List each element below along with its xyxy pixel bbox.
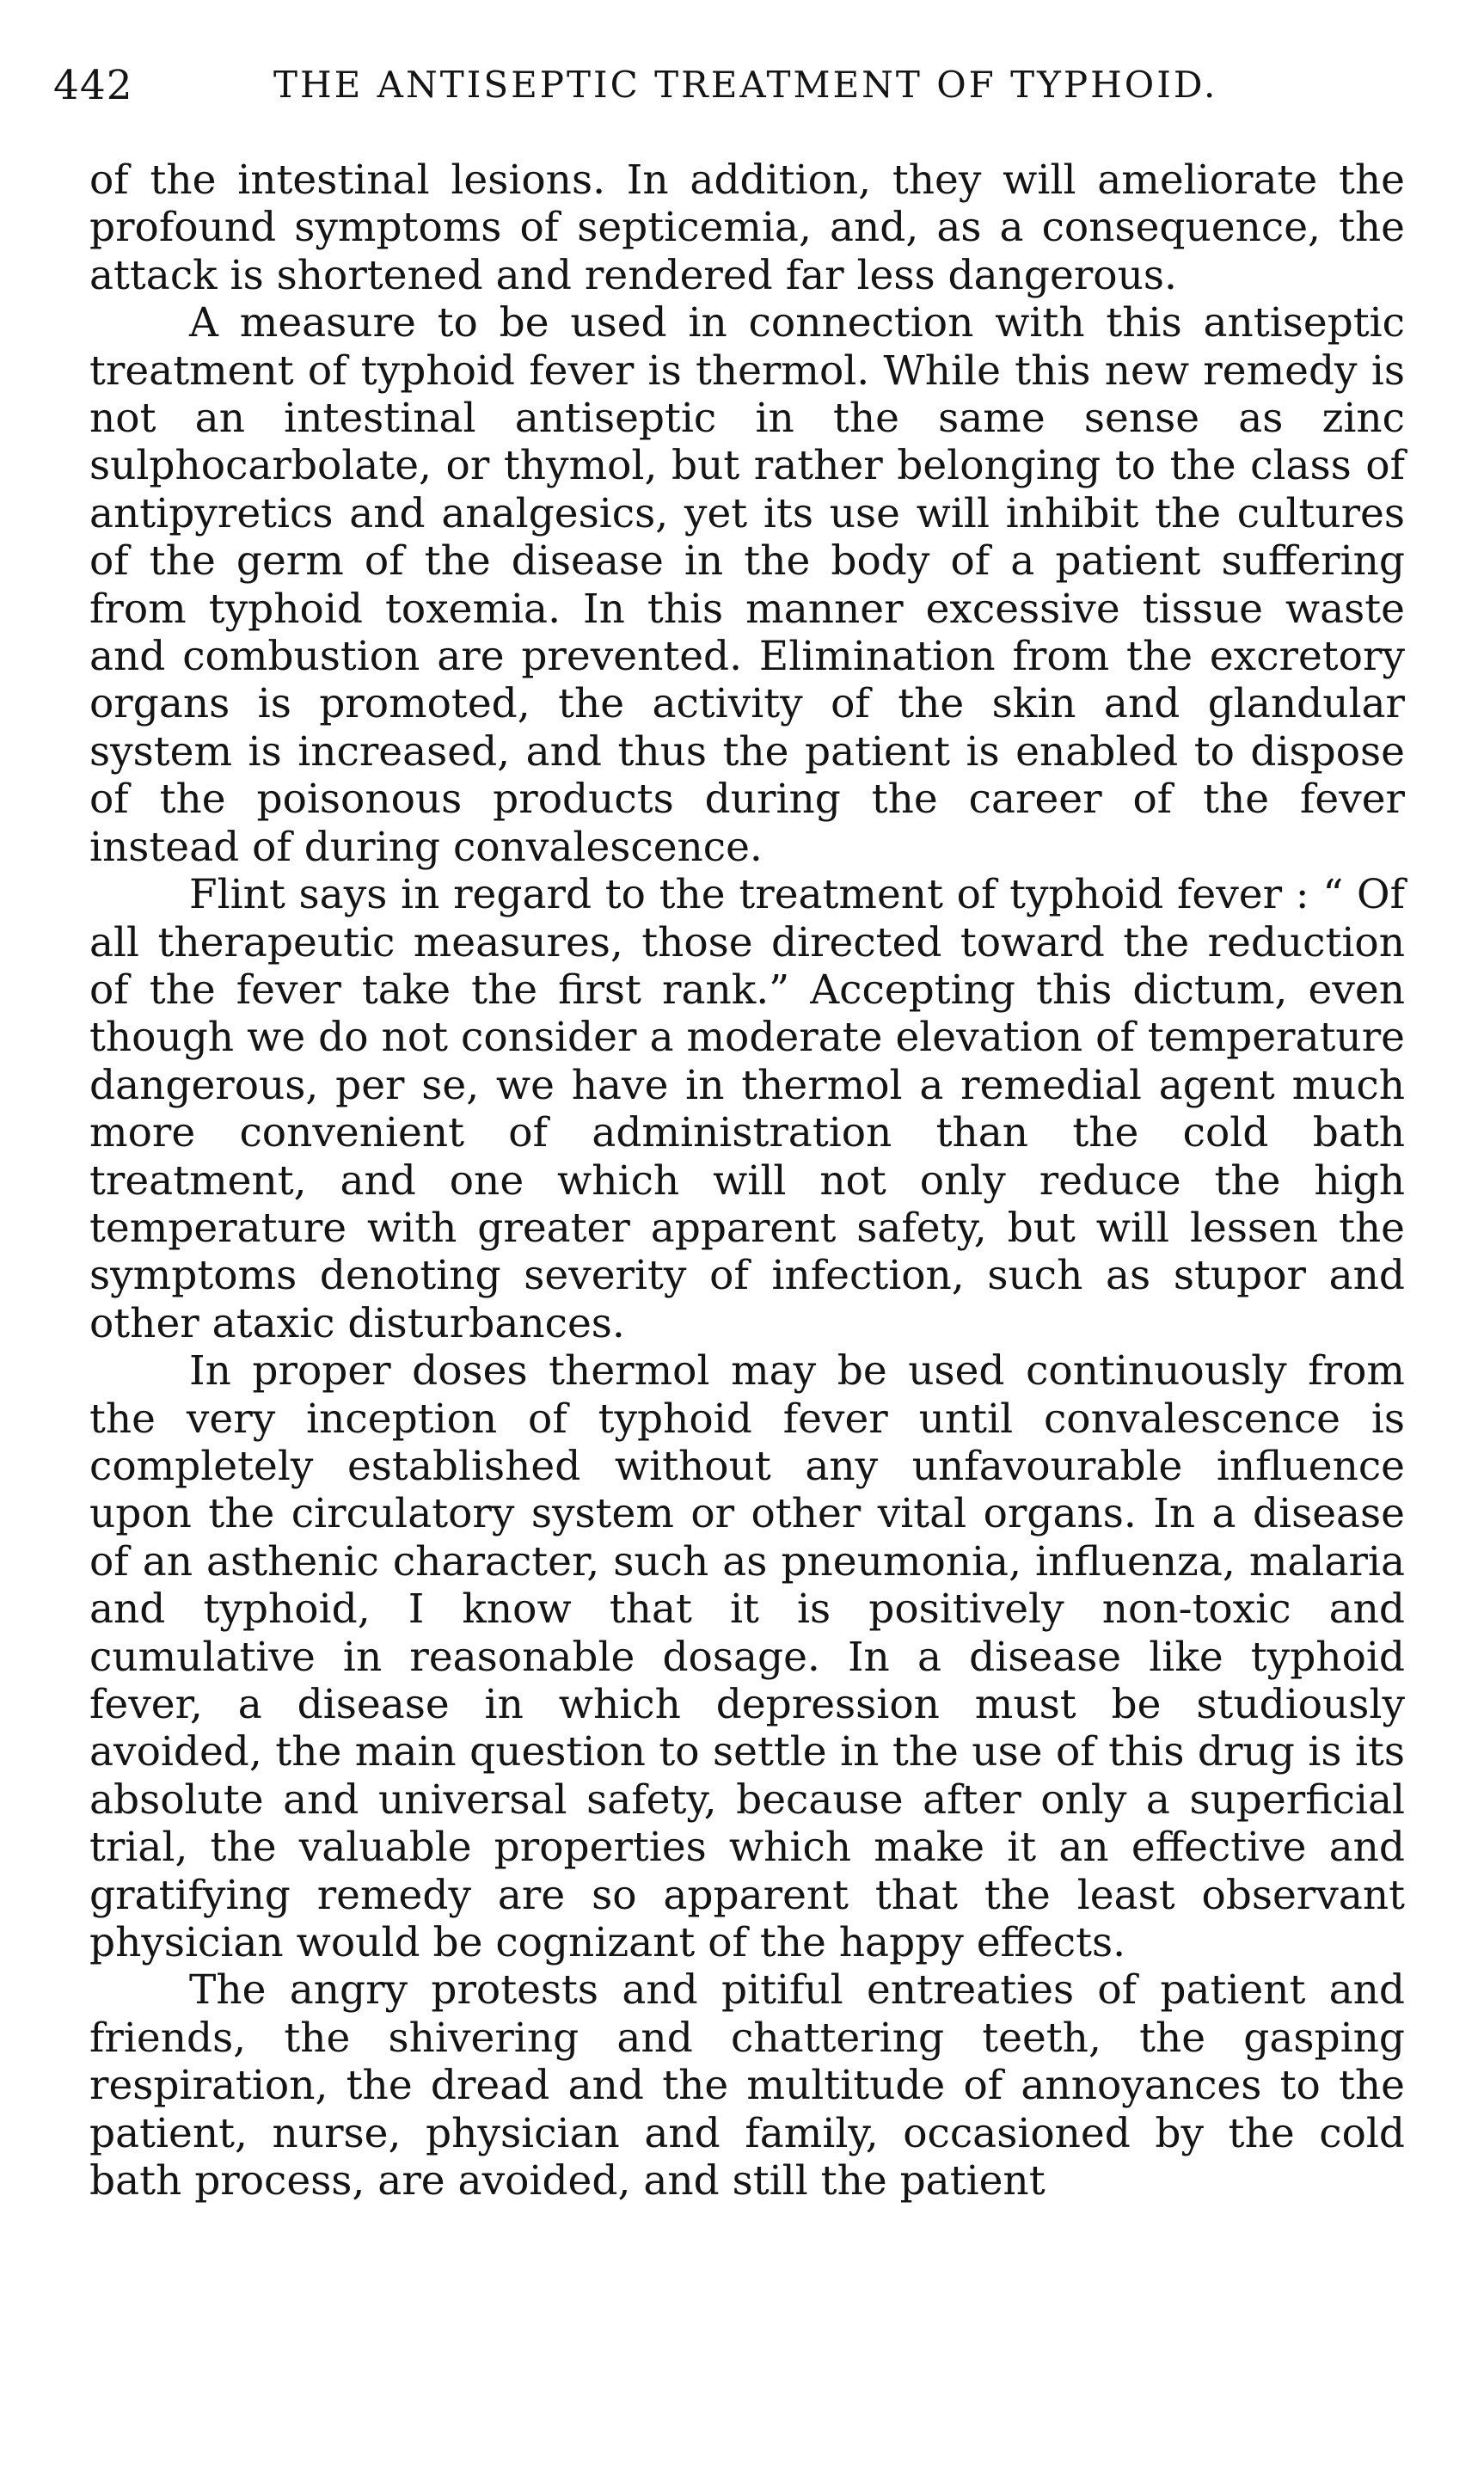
page-number: 442 [53,62,133,109]
paragraph-proper-doses: In proper doses thermol may be used continuously from the very inception of typhoid fever until convalescence is completely established without any unfavourable influence upon the circulatory system or other vital organs. In a disease of an asthenic character, such as pneumonia, influenza, malaria and typhoid, I know that it is positively non-toxic and cumulative in reasonable dosage. In a disease like typhoid fever, a disease in which depression must be studiously avoided, the main question to settle in the use of this drug is its absolute and universal safety, because after only a superficial trial, the valuable properties which make it an effective and gratifying remedy are so apparent that the least observant physician would be cognizant of the happy effects. [89,1347,1405,1967]
paragraph-thermol-measure: A measure to be used in connection with this antiseptic treatment of typhoid fever is thermol. While this new remedy is not an intestinal antiseptic in the same sense as zinc sulphocarbolate, or thymol, but rather belonging to the class of antipyretics and analgesics, yet its use will inhibit the cultures of the germ of the disease in the body of a patient suffering from typhoid toxemia. In this manner excessive tissue waste and combustion are prevented. Elimination from the excretory organs is promoted, the activity of the skin and glandular system is increased, and thus the patient is enabled to dispose of the poisonous products during the career of the fever instead of during convalescence. [89,299,1405,871]
paragraph-continuation: of the intestinal lesions. In addition, they will ameliorate the profound symptoms of septicemia, and, as a consequence, the attack is shortened and rendered far less dangerous. [89,156,1405,299]
running-title: THE ANTISEPTIC TREATMENT OF TYPHOID. [273,64,1218,106]
paragraph-angry-protests: The angry protests and pitiful entreaties of patient and friends, the shivering and chattering teeth, the gasping respiration, the dread and the multitude of annoyances to the patient, nurse, physician and family, occasioned by the cold bath process, are avoided, and still the patient [89,1966,1405,2205]
paragraph-flint-quote: Flint says in regard to the treatment of typhoid fever : “ Of all therapeutic measures, those directed toward the reduction of the fever take the first rank.” Accepting this dictum, even though we do not consider a moderate elevation of temperature dangerous, per se, we have in thermol a remedial agent much more convenient of administration than the cold bath treatment, and one which will not only reduce the high temperature with greater apparent safety, but will lessen the symptoms denoting severity of infection, such as stupor and other ataxic disturbances. [89,871,1405,1347]
running-head [53,62,1395,131]
body-text [89,156,1405,2205]
